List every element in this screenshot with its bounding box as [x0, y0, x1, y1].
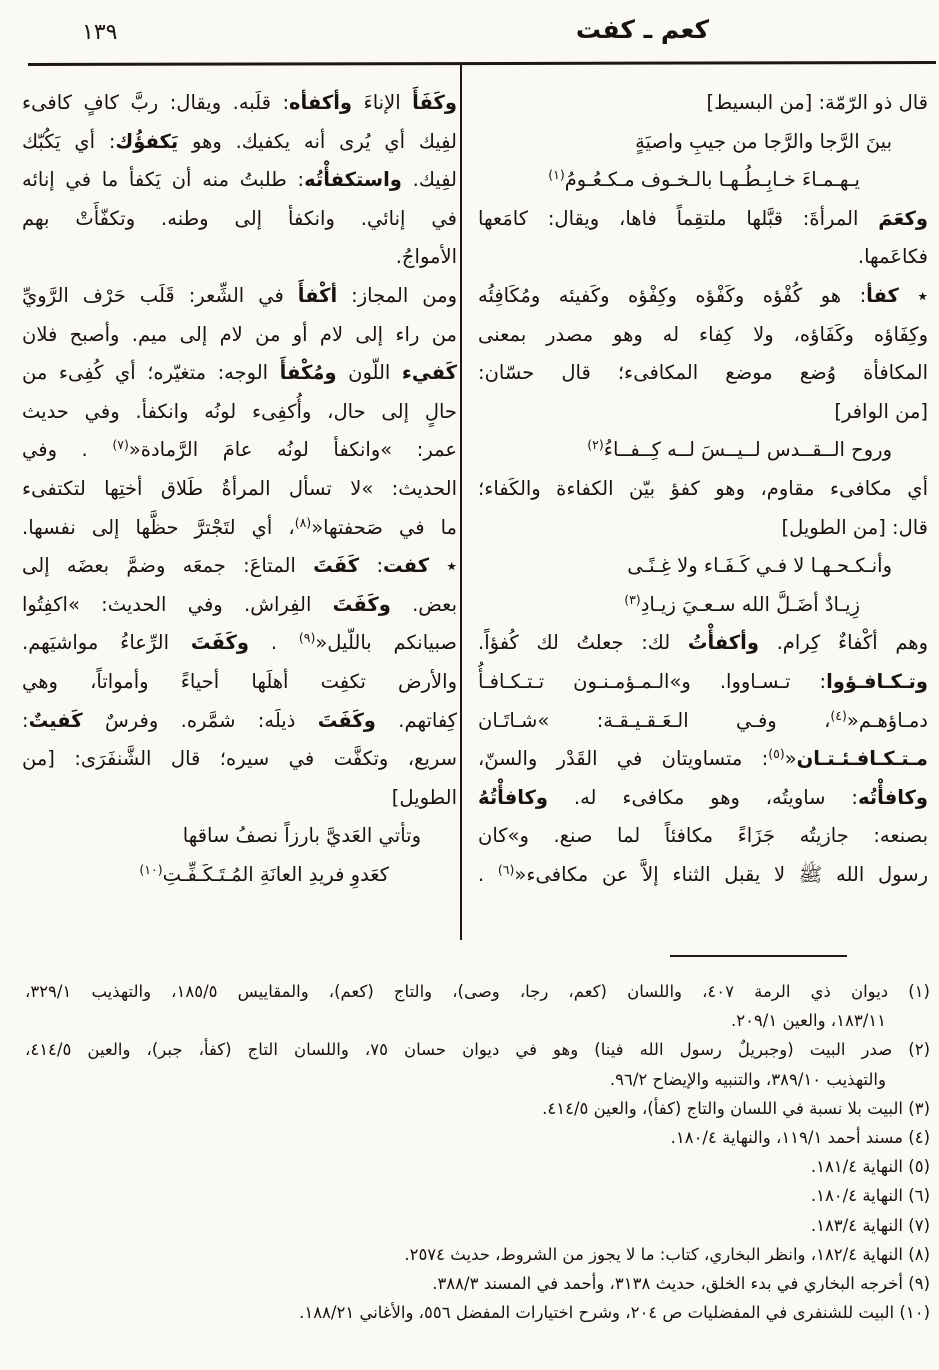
text-segment: وكافأْتُهُ	[478, 785, 549, 809]
text-line	[22, 316, 457, 355]
footnote-ref: (١٠)	[139, 861, 163, 877]
text-line	[478, 509, 928, 548]
text-line	[22, 470, 457, 509]
text-segment: صبيانكم باللّيل«	[315, 631, 457, 655]
text-line	[478, 663, 928, 702]
text-segment: وكِفَاؤه وكَفَاؤه، ولا كِفاء له وهو مصدر بمعنى	[478, 322, 928, 346]
footnote-ref: (٨)	[294, 514, 312, 530]
header-rule	[28, 61, 936, 65]
text-segment: وكَفَتَ	[317, 708, 376, 732]
footnote-line	[25, 1298, 930, 1327]
text-segment: ، أي لتَجْترَّ حظَّها إلى نفسها.	[22, 515, 295, 539]
text-segment: لك: جعلتُ لك كُفؤاً.	[478, 631, 688, 655]
text-line	[22, 354, 457, 393]
text-line	[478, 740, 928, 779]
text-segment: وكَفَتَ	[190, 631, 249, 655]
text-segment: وكَفَأَ	[412, 91, 457, 114]
text-segment: (٦) النهاية ١٨٠/٤.	[810, 1186, 930, 1206]
text-segment: لفِيك.	[401, 168, 457, 192]
text-segment: كعَدوِ فريدِ العانَةِ المُـتَـكَـفِّـتِ	[162, 862, 389, 886]
text-segment: .	[249, 631, 299, 655]
text-segment: ٭	[429, 554, 457, 578]
text-line	[478, 470, 928, 509]
text-segment: دمـاؤهـم«	[846, 708, 928, 732]
text-line	[478, 123, 928, 162]
text-line	[22, 277, 457, 316]
text-line	[478, 624, 928, 663]
text-segment: الرِّعاءُ مواشيَهم.	[22, 631, 191, 655]
text-line	[22, 393, 457, 432]
text-segment: وأكفأه	[289, 91, 353, 114]
text-segment: . وفي	[22, 438, 113, 462]
footnote-ref: (٣)	[624, 591, 641, 607]
text-segment: فكاعَمها.	[857, 245, 928, 269]
text-line	[478, 393, 928, 432]
text-line	[478, 277, 928, 316]
text-segment: اللّون	[336, 361, 402, 385]
text-segment: حالٍ إلى حال، وأُكفِىء لونُه وانكفأ. وفي حديث	[22, 399, 457, 423]
text-segment: ٭	[898, 283, 928, 307]
text-segment: [من الوافر]	[834, 399, 928, 423]
text-segment: في إنائي. وانكفأ إلى وطنه. وتكفّأَتْ بهم	[22, 206, 457, 230]
text-segment: (٧) النهاية ١٨٣/٤.	[810, 1215, 930, 1235]
text-line	[22, 200, 457, 239]
text-segment: (٥) النهاية ١٨١/٤.	[810, 1157, 930, 1177]
text-segment: وتـكـافـؤوا	[826, 669, 928, 693]
text-segment: (١٠) البيت للشنفرى في المفضليات ص ٢٠٤، وشرح اختيارات المفضل ٥٥٦، والأغاني ١٨٨/٢١.	[299, 1303, 930, 1323]
text-segment: وكعَمَ	[878, 206, 928, 230]
text-line	[478, 238, 928, 277]
footnote-line	[25, 1269, 930, 1298]
text-segment: مـتـكـافـئـتـان	[796, 747, 928, 771]
text-line	[22, 509, 457, 548]
text-segment: واستكفأْتُه	[304, 168, 402, 192]
text-line	[478, 316, 928, 355]
text-line	[22, 702, 457, 741]
text-segment: (٣) البيت بلا نسبة في اللسان والتاج (كفأ)، والعين ٤١٤/٥.	[542, 1098, 930, 1118]
text-segment: ومن المجاز:	[337, 283, 457, 307]
text-segment: ذيلَه: شمَّره. وفرسٌ	[82, 708, 318, 732]
text-segment: أكْفأَ	[297, 283, 338, 307]
text-segment: :	[359, 554, 384, 578]
text-segment: : متساويتان في القَدْر والسنّ،	[478, 747, 769, 771]
text-line	[478, 84, 928, 123]
text-segment: : قلَبه. ويقال: ربَّ كافٍ كافىء	[22, 91, 290, 114]
footnote-line	[25, 1094, 930, 1123]
footnotes-section	[25, 977, 930, 1327]
text-line	[22, 624, 457, 663]
text-segment: المرأةَ: قبَّلها ملتقِماً فاها، ويقال: كامَعها	[478, 206, 879, 230]
text-segment: كَفيء	[401, 361, 457, 385]
text-segment: كَفيتٌ	[28, 708, 83, 732]
text-line	[22, 547, 457, 586]
text-segment: وتأتي العَديَّ بارزاً نصفُ ساقها	[182, 824, 421, 848]
text-segment: عمر: »وانكفأ لونُه عامَ الرَّمادة«	[128, 438, 457, 462]
text-line	[478, 856, 928, 895]
text-segment: المتاعَ: جمعَه وضمَّ بعضَه إلى	[22, 554, 314, 578]
text-line	[478, 200, 928, 239]
text-segment: كِفاتهم.	[375, 708, 457, 732]
text-line	[22, 123, 457, 162]
text-segment: سريع، وتكفَّت في سيره؛ قال الشَّنفَرَى: [من	[22, 747, 457, 771]
text-line	[22, 817, 457, 856]
text-segment: والأرض تكفِت أهلَها أحياءً وأمواتاً، وهي	[22, 669, 457, 693]
text-segment: لفِيك أي يُرى أنه يكفيك. وهو	[178, 129, 457, 153]
footnote-ref: (١)	[548, 167, 565, 183]
text-line	[478, 354, 928, 393]
text-line	[478, 817, 928, 856]
footnote-ref: (٩)	[298, 630, 316, 646]
text-segment: وأنـكـحـهـا لا فـي كَـفَـاء ولا غِـنًـى	[627, 554, 892, 578]
text-segment: قال ذو الرّمّة: [من البسيط]	[706, 91, 928, 114]
page-number: ١٣٩	[82, 20, 118, 45]
text-segment: الطويل]	[391, 785, 457, 809]
text-segment: الفِراش. وفي الحديث: »اكفِتُوا	[22, 592, 333, 616]
text-segment: الوجه: متغيّره؛ أي كُفِىء من	[22, 361, 280, 385]
text-segment: «	[784, 747, 797, 771]
footnote-ref: (٧)	[112, 437, 129, 453]
text-segment: يـهـمـاءَ خـابِـطُـهـا بالـخـوف مـكـعُـومُ	[564, 168, 860, 192]
text-segment: الأمواجُ.	[395, 245, 457, 269]
text-line	[478, 779, 928, 818]
text-line	[478, 161, 928, 200]
footnote-line	[25, 1211, 930, 1240]
text-segment: والتهذيب ٣٨٩/١٠، والتنبيه والإيضاح ٩٦/٢.	[609, 1069, 886, 1089]
running-title: كعم ـ كفت	[575, 15, 710, 44]
text-segment: .	[478, 862, 498, 886]
text-line	[478, 547, 928, 586]
text-line	[478, 586, 928, 625]
text-segment: كفأ	[866, 283, 899, 307]
text-segment: : ساويتُه، وهو مكافىء له.	[548, 785, 858, 809]
footnote-ref: (٥)	[768, 746, 785, 762]
footnote-ref: (٤)	[830, 707, 847, 723]
text-segment: (١) ديوان ذي الرمة ٤٠٧، واللسان (كعم، رجا، وصى)، والتاج (كعم)، والمقاييس ١٨٥/٥، والتهذيب ٣٢٩/١،	[25, 982, 930, 1001]
text-segment: يَكفؤُك	[115, 129, 179, 153]
footnote-line	[25, 1035, 930, 1064]
column-divider	[460, 64, 462, 940]
text-segment: الإناءَ	[352, 91, 413, 114]
text-segment: في الشِّعر: قَلَب حَرْف الرَّويِّ	[22, 283, 298, 307]
text-line	[22, 663, 457, 702]
footnote-line	[25, 1181, 930, 1210]
text-line	[478, 431, 928, 470]
text-segment: بعض.	[390, 592, 458, 616]
footnote-line	[25, 1152, 930, 1181]
text-segment: : أي يَكُبّك	[22, 129, 116, 153]
text-segment: بينَ الرَّجا والرَّجا من جيبِ واصيَةٍ	[635, 129, 892, 153]
text-line	[22, 779, 457, 818]
text-line	[22, 161, 457, 200]
text-segment: : طلبتُ منه أن يَكفأ ما في إنائه	[22, 168, 305, 192]
text-segment: (٢) صدر البيت (وجبريلٌ رسول الله فينا) وهو في ديوان حسان ٧٥، واللسان التاج (كفأ، جبر)، والعين ٤١٤/٥،	[25, 1040, 930, 1060]
text-segment: (٩) أخرجه البخاري في بدء الخلق، حديث ٣١٣٨، وأحمد في المسند ٣٨٨/٣.	[432, 1273, 930, 1293]
text-segment: وكَفَتَ	[332, 592, 391, 616]
footnote-line	[25, 1006, 930, 1035]
text-segment: كَفَتَ	[313, 554, 360, 578]
text-line	[22, 740, 457, 779]
text-segment: وكافأْتُه	[857, 785, 928, 809]
text-line	[22, 84, 457, 123]
text-segment: ما في صَحفتها«	[311, 515, 457, 539]
text-segment: (٤) مسند أحمد ١١٩/١، والنهاية ١٨٠/٤.	[670, 1127, 930, 1147]
footnote-line	[25, 1065, 930, 1094]
text-segment: : هو كُفْؤه وكَفْؤه وكِفْؤه وكَفيئه ومُكَافِئُه	[478, 283, 867, 307]
text-line	[22, 856, 457, 895]
text-segment: من راء إلى لام أو من لام إلى ميم. وأصبح فلان	[22, 322, 457, 346]
text-line	[22, 238, 457, 277]
text-segment: قال: [من الطويل]	[781, 515, 928, 539]
text-segment: وهم أكْفاءٌ كِرام.	[758, 631, 928, 655]
text-segment: رسول الله ﷺ لا يقبل الثناء إلاَّ عن مكافىء«	[514, 862, 928, 886]
text-segment: ومُكْفأَ	[279, 361, 337, 385]
text-segment: : تـسـاووا. و»الـمـؤمـنـون تـتـكـافـأُ	[478, 669, 827, 693]
footnote-ref: (٢)	[587, 437, 604, 453]
footnote-ref: (٦)	[497, 861, 515, 877]
text-segment: ، وفـي الـعَـقـيـقـة: »شـاتَـان	[478, 708, 831, 732]
right-column	[478, 84, 928, 894]
text-segment: ١٨٣/١١، والعين ٢٠٩/١.	[730, 1011, 886, 1031]
text-segment: وروح الــقــدس لــيــسَ لــه كِــفــاءُ	[603, 438, 892, 462]
text-line	[478, 702, 928, 741]
footnote-line	[25, 1240, 930, 1269]
text-segment: أي مكافىء مقاوم، وهو كفؤ بيّن الكفاءة والكَفاء؛	[478, 476, 928, 500]
footnote-line	[25, 1123, 930, 1152]
text-segment: زِيـادٌ أضَـلَّ الله سـعـيَ زيـادِ	[640, 592, 860, 616]
footnote-separator	[670, 955, 847, 957]
text-segment: وأكفأْتُ	[687, 631, 759, 655]
text-segment: المكافأة وُضع موضع المكافىء؛ قال حسّان:	[478, 361, 928, 385]
text-segment: بصنعه: جازيتُه جَزَاءً مكافئاً لما صنع. و»كان	[478, 824, 928, 848]
text-line	[22, 431, 457, 470]
text-segment: :	[22, 708, 29, 732]
footnote-line	[25, 977, 930, 1006]
left-column	[22, 84, 457, 894]
text-segment: كفت	[383, 554, 430, 578]
text-segment: (٨) النهاية ١٨٢/٤، وانظر البخاري، كتاب: ما لا يجوز من الشروط، حديث ٢٥٧٤.	[404, 1244, 930, 1264]
text-line	[22, 586, 457, 625]
text-segment: الحديث: »لا تسأل المرأةُ طَلاق أختِها لتكتفىء	[22, 476, 457, 500]
